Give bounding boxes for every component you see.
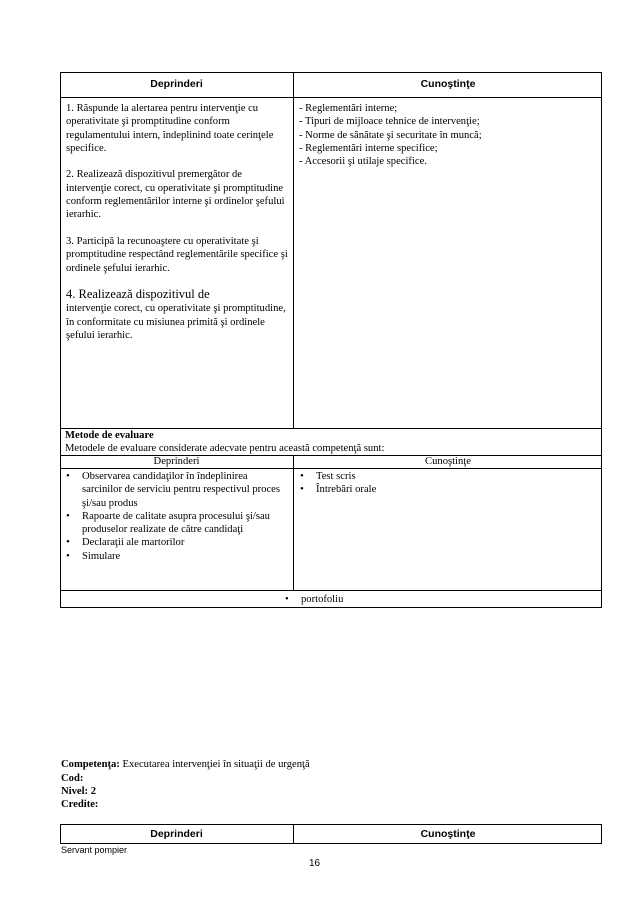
knowledge-method-item: • Întrebări orale: [294, 483, 594, 496]
evaluation-col-skills: Deprinderi: [153, 456, 200, 467]
table1-column-divider: [293, 72, 294, 429]
knowledge-item-1: - Reglementări interne;: [299, 103, 398, 114]
skill-item-2: 2. Realizează dispozitivul premergător de intervenţie corect, cu operativitate şi promptitudine conform reglementărilor interne şi ordinelor şefului ierarhic.: [66, 169, 285, 221]
cod-label: Cod:: [61, 773, 84, 784]
skill-item-3: 3. Participă la recunoaştere cu operativitate şi promptitudine respectând reglementările specifice şi ordinele şefului ierarhic.: [66, 235, 288, 274]
nivel-label: Nivel: 2: [61, 786, 97, 797]
knowledge-method-item: • Test scris: [294, 470, 594, 483]
table2-header-skills: Deprinderi: [150, 828, 203, 840]
skills-method-item: • Observarea candidaţilor în îndeplinirea sarcinilor de serviciu pentru respectivul proces şi/sau produs: [60, 470, 290, 510]
skills-method-item: • Declaraţii ale martorilor: [60, 536, 290, 549]
knowledge-item-2: - Tipuri de mijloace tehnice de intervenţie;: [299, 116, 480, 128]
evaluation-title: Metode de evaluare: [65, 430, 154, 441]
table1-header-divider: [60, 97, 602, 98]
evaluation-col-knowledge: Cunoştinţe: [425, 456, 471, 467]
table2-header-knowledge: Cunoştinţe: [420, 828, 476, 840]
evaluation-subtitle: Metodele de evaluare considerate adecvate pentru această competenţă sunt:: [65, 443, 385, 454]
knowledge-item-4: - Reglementări interne specifice;: [299, 142, 438, 154]
skills-methods-list: [60, 470, 290, 563]
competence-label: Competenţa:: [61, 759, 120, 770]
skill-item-4-rest: intervenţie corect, cu operativitate şi promptitudine, în conformitate cu misiunea primită şi ordinele şefului ierarhic.: [66, 303, 286, 342]
knowledge-methods-list: [294, 470, 594, 497]
competence-line: [61, 758, 310, 771]
knowledge-item-5: - Accesorii şi utilaje specifice.: [299, 156, 427, 168]
footer-method: [285, 593, 343, 606]
skills-method-item: • Rapoarte de calitate asupra procesului şi/sau produselor realizate de către candidaţi: [60, 510, 290, 537]
table1-header-knowledge: Cunoştinţe: [420, 78, 476, 90]
knowledge-list: [299, 102, 599, 168]
credite-label: Credite:: [61, 799, 99, 810]
skill-item-4-lead: 4. Realizează dispozitivul de: [66, 287, 210, 302]
knowledge-item-3: - Norme de sănătate şi securitate în muncă;: [299, 129, 482, 141]
skills-method-item: • Simulare: [60, 550, 290, 563]
competence-value: Executarea intervenţiei în situaţii de urgenţă: [122, 759, 310, 770]
skill-item-1: 1. Răspunde la alertarea pentru intervenţie cu operativitate şi promptitudine conform regulamentului intern, îndeplinind toate cerinţele specifice.: [66, 103, 274, 154]
skill-item-4: [66, 288, 288, 342]
footer-document-title: Servant pompier: [61, 845, 128, 855]
evaluation-footer-divider: [60, 590, 602, 591]
table1-header-skills: Deprinderi: [150, 78, 203, 90]
footer-method-bullet: •: [285, 594, 289, 605]
page-number: 16: [309, 858, 321, 869]
skills-list: [66, 102, 288, 342]
footer-method-label: portofoliu: [301, 594, 344, 605]
